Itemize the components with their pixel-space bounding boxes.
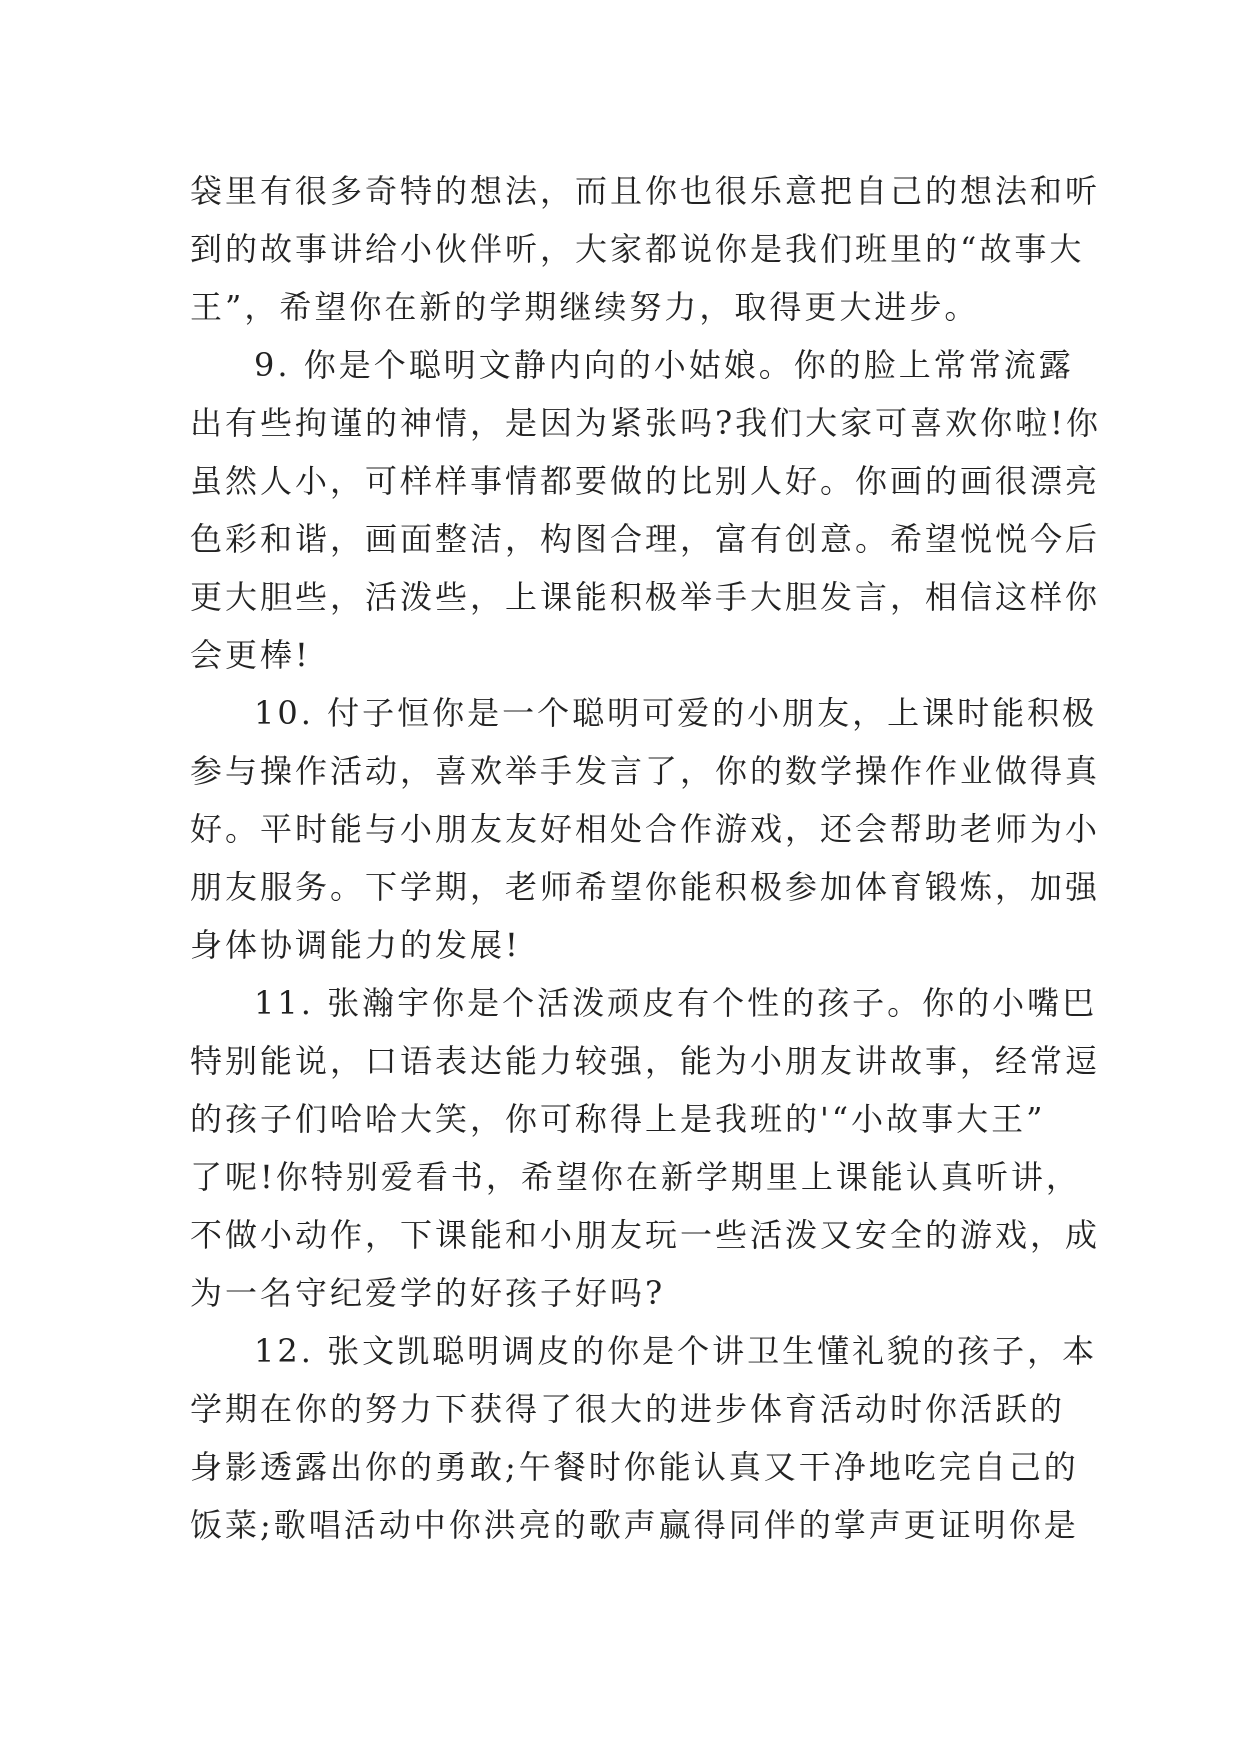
text-line: 学期在你的努力下获得了很大的进步体育活动时你活跃的 — [190, 1390, 1066, 1428]
text-line: 会更棒! — [190, 636, 311, 674]
text-line: 12. 张文凯聪明调皮的你是个讲卫生懂礼貌的孩子，本 — [254, 1332, 1098, 1370]
text-line: 了呢!你特别爱看书，希望你在新学期里上课能认真听讲， — [190, 1158, 1081, 1196]
text-line: 朋友服务。下学期，老师希望你能积极参加体育锻炼，加强 — [190, 868, 1101, 906]
text-line: 的孩子们哈哈大笑，你可称得上是我班的'“小故事大王” — [190, 1100, 1046, 1138]
text-line: 参与操作活动，喜欢举手发言了，你的数学操作作业做得真 — [190, 752, 1101, 790]
text-line: 更大胆些，活泼些，上课能积极举手大胆发言，相信这样你 — [190, 578, 1101, 616]
text-line: 身影透露出你的勇敢;午餐时你能认真又干净地吃完自己的 — [190, 1448, 1079, 1486]
text-line: 出有些拘谨的神情，是因为紧张吗?我们大家可喜欢你啦!你 — [190, 404, 1102, 442]
paragraph-item-12 — [190, 1322, 1098, 1554]
paragraph-item-11 — [190, 974, 1101, 1322]
text-line: 为一名守纪爱学的好孩子好吗? — [190, 1274, 666, 1312]
text-line: 特别能说，口语表达能力较强，能为小朋友讲故事，经常逗 — [190, 1042, 1101, 1080]
paragraph-item-10 — [190, 684, 1101, 974]
text-line: 袋里有很多奇特的想法，而且你也很乐意把自己的想法和听 — [190, 172, 1101, 210]
document-body — [190, 162, 1102, 1554]
text-line: 身体协调能力的发展! — [190, 926, 521, 964]
text-line: 色彩和谐，画面整洁，构图合理，富有创意。希望悦悦今后 — [190, 520, 1101, 558]
text-line: 虽然人小，可样样事情都要做的比别人好。你画的画很漂亮 — [190, 462, 1101, 500]
paragraph-item-9 — [190, 336, 1102, 684]
paragraph-continuation — [190, 162, 1101, 336]
text-line: 好。平时能与小朋友友好相处合作游戏，还会帮助老师为小 — [190, 810, 1101, 848]
text-line: 10. 付子恒你是一个聪明可爱的小朋友，上课时能积极 — [254, 694, 1098, 732]
text-line: 11. 张瀚宇你是个活泼顽皮有个性的孩子。你的小嘴巴 — [254, 984, 1098, 1022]
text-line: 9. 你是个聪明文静内向的小姑娘。你的脸上常常流露 — [254, 346, 1074, 384]
text-line: 不做小动作，下课能和小朋友玩一些活泼又安全的游戏，成 — [190, 1216, 1101, 1254]
text-line: 王”，希望你在新的学期继续努力，取得更大进步。 — [190, 288, 980, 326]
text-line: 饭菜;歌唱活动中你洪亮的歌声赢得同伴的掌声更证明你是 — [190, 1506, 1079, 1544]
text-line: 到的故事讲给小伙伴听，大家都说你是我们班里的“故事大 — [190, 230, 1085, 268]
